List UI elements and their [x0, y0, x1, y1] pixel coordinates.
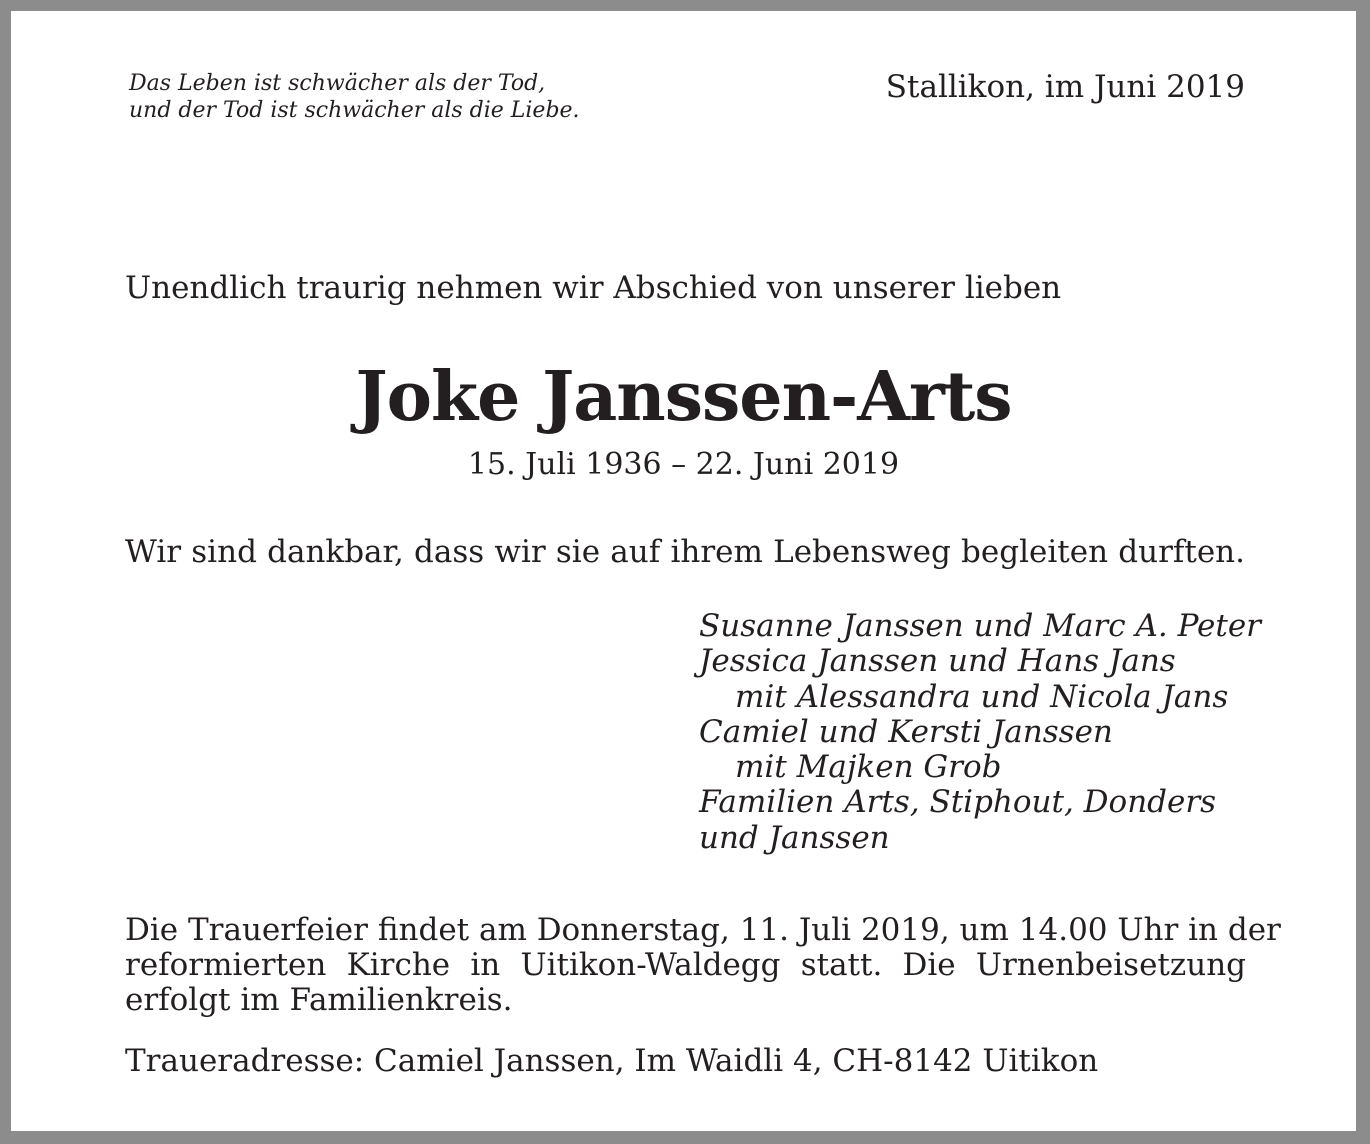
- place-date: Stallikon, im Juni 2019: [885, 69, 1245, 105]
- mourner-line: Familien Arts, Stiphout, Donders: [699, 784, 1217, 821]
- motto-line-1: Das Leben ist schwächer als der Tod,: [129, 71, 546, 96]
- lifespan-dates: 15. Juli 1936 – 22. Juni 2019: [467, 447, 900, 482]
- mourner-line: Jessica Janssen und Hans Jans: [699, 643, 1176, 680]
- ceremony-line-2: reformierten Kirche in Uitikon-Waldegg statt. Die Urnenbeisetzung: [125, 947, 1246, 983]
- intro-text: Unendlich traurig nehmen wir Abschied von unserer lieben: [125, 270, 1062, 306]
- ceremony-line-3: erfolgt im Familienkreis.: [125, 982, 513, 1018]
- ceremony-details: [125, 912, 1281, 1018]
- mourner-line: mit Majken Grob: [735, 749, 1002, 786]
- mourner-line: mit Alessandra und Nicola Jans: [735, 678, 1229, 715]
- motto-quote: [129, 70, 580, 124]
- mourner-line: Susanne Janssen und Marc A. Peter: [699, 608, 1261, 644]
- mourner-line: Camiel und Kersti Janssen: [699, 713, 1113, 750]
- deceased-name: Joke Janssen-Arts: [355, 357, 1012, 437]
- mourning-address: Traueradresse: Camiel Janssen, Im Waidli 4, CH-8142 Uitikon: [125, 1043, 1099, 1079]
- obituary-notice: [11, 11, 1356, 1131]
- mourners-list: [699, 609, 1261, 856]
- mourner-line: und Janssen: [699, 819, 890, 856]
- thanks-text: Wir sind dankbar, dass wir sie auf ihrem Lebensweg begleiten durften.: [125, 534, 1245, 570]
- motto-line-2: und der Tod ist schwächer als die Liebe.: [129, 98, 580, 123]
- ceremony-line-1: Die Trauerfeier findet am Donnerstag, 11. Juli 2019, um 14.00 Uhr in der: [125, 912, 1281, 948]
